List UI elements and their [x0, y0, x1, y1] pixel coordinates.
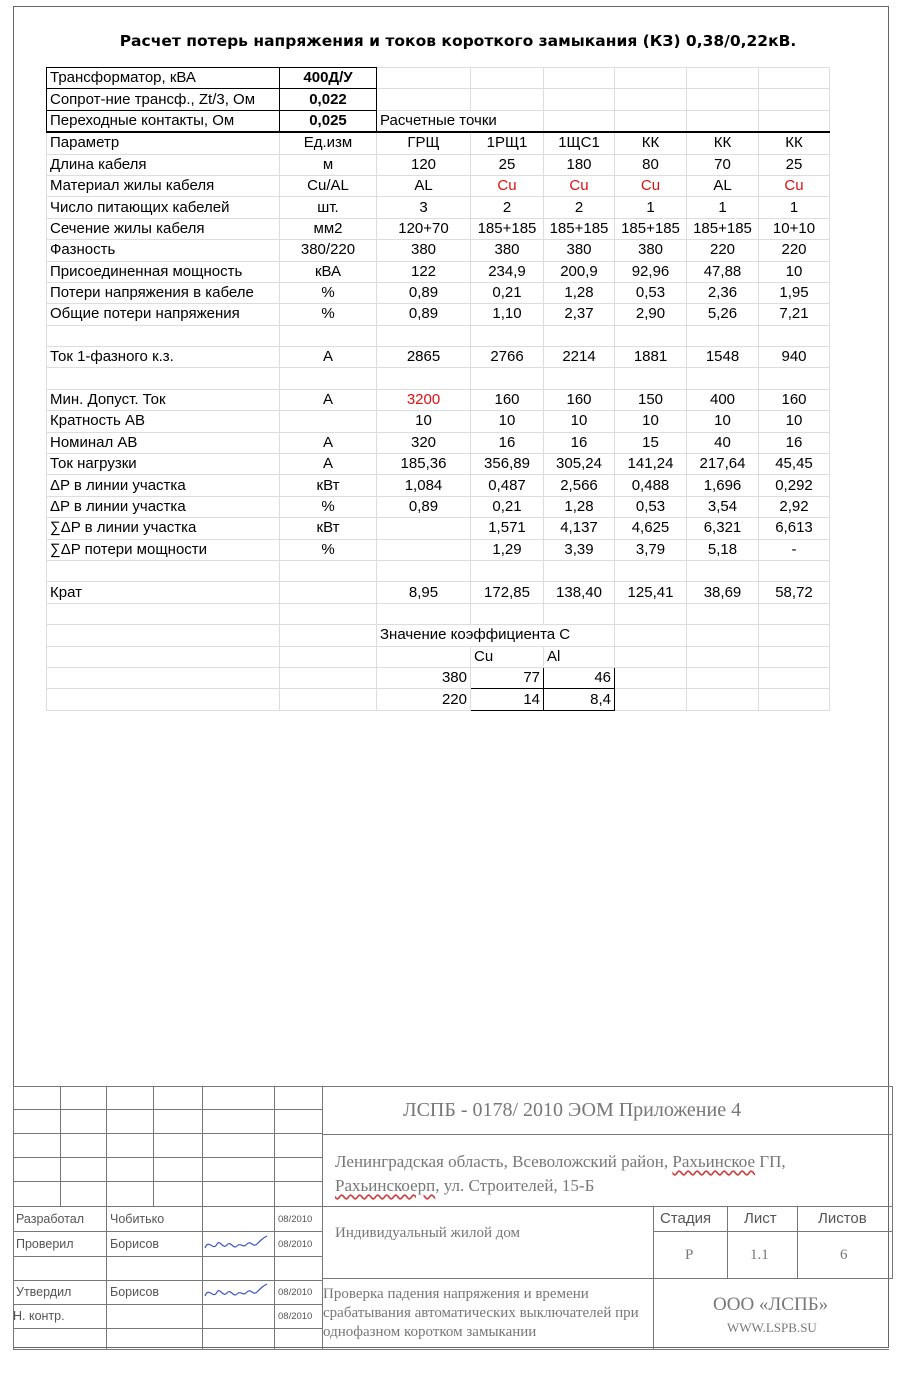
value-cell: 25 — [471, 154, 544, 175]
value-cell: 380 — [471, 240, 544, 261]
signature-checked — [203, 1234, 271, 1254]
coef-cell — [759, 625, 830, 646]
value-cell: 3,39 — [544, 539, 615, 560]
resistance-label: Сопрот-ние трансф., Zt/3, Ом — [47, 89, 280, 110]
param-cell: Сечение жилы кабеля — [47, 218, 280, 239]
value-cell: 138,40 — [544, 582, 615, 603]
value-cell — [377, 560, 471, 581]
value-cell: 2,90 — [615, 304, 687, 325]
coef-cell — [615, 689, 687, 710]
value-cell: кВА — [280, 261, 377, 282]
value-cell: 0,487 — [471, 475, 544, 496]
value-cell: 38,69 — [687, 582, 759, 603]
value-cell: 3 — [377, 197, 471, 218]
name-checked: Борисов — [110, 1237, 160, 1251]
role-norm-control: Н. контр. — [13, 1309, 65, 1323]
value-cell: 0,292 — [759, 475, 830, 496]
param-cell: Число питающих кабелей — [47, 197, 280, 218]
param-cell: ΔP в линии участка — [47, 475, 280, 496]
value-cell: 1 — [687, 197, 759, 218]
value-cell: 5,18 — [687, 539, 759, 560]
name-developed: Чобитько — [110, 1212, 165, 1226]
value-cell: 1 — [615, 197, 687, 218]
value-cell: 356,89 — [471, 454, 544, 475]
value-cell — [544, 603, 615, 624]
title-block — [13, 1086, 893, 1350]
coef-title: Значение коэффициента С — [377, 625, 615, 646]
value-cell — [759, 603, 830, 624]
stage-value: Р — [685, 1247, 694, 1263]
value-cell: Cu — [544, 175, 615, 196]
value-cell — [471, 560, 544, 581]
value-cell: 234,9 — [471, 261, 544, 282]
value-cell: 0,89 — [377, 304, 471, 325]
value-cell: % — [280, 539, 377, 560]
value-cell: 305,24 — [544, 454, 615, 475]
table-header-row — [47, 132, 830, 154]
value-cell: % — [280, 496, 377, 517]
coef-value-cu: 14 — [471, 689, 544, 710]
value-cell — [471, 368, 544, 389]
value-cell: 380 — [377, 240, 471, 261]
value-cell: 45,45 — [759, 454, 830, 475]
param-cell: Присоединенная мощность — [47, 261, 280, 282]
value-cell — [615, 603, 687, 624]
value-cell: % — [280, 282, 377, 303]
param-cell: Номинал АВ — [47, 432, 280, 453]
param-cell: Мин. Допуст. Ток — [47, 389, 280, 410]
coef-cell — [615, 667, 687, 688]
value-cell — [471, 325, 544, 346]
value-cell: 0,53 — [615, 282, 687, 303]
coef-cell — [47, 625, 280, 646]
coef-cell — [280, 625, 377, 646]
value-cell: Cu — [759, 175, 830, 196]
param-cell: Ток нагрузки — [47, 454, 280, 475]
value-cell: 10 — [687, 411, 759, 432]
value-cell: 1,28 — [544, 496, 615, 517]
value-cell: 1881 — [615, 347, 687, 368]
value-cell: 122 — [377, 261, 471, 282]
object-name: Индивидуальный жилой дом — [335, 1225, 521, 1241]
value-cell: 160 — [544, 389, 615, 410]
value-cell: 4,625 — [615, 518, 687, 539]
coef-row — [47, 646, 830, 667]
company-name: ООО «ЛСПБ» — [713, 1294, 829, 1315]
value-cell — [280, 603, 377, 624]
value-cell: 10 — [544, 411, 615, 432]
coef-value-al: 46 — [544, 667, 615, 688]
value-cell: А — [280, 389, 377, 410]
param-cell: Крат — [47, 582, 280, 603]
value-cell: 2865 — [377, 347, 471, 368]
value-cell — [687, 368, 759, 389]
value-cell: 0,488 — [615, 475, 687, 496]
value-cell — [377, 539, 471, 560]
value-cell — [377, 325, 471, 346]
param-cell: Материал жилы кабеля — [47, 175, 280, 196]
value-cell: 160 — [471, 389, 544, 410]
table-row — [47, 603, 830, 624]
coef-cell — [47, 667, 280, 688]
value-cell: 10+10 — [759, 218, 830, 239]
value-cell: 1,696 — [687, 475, 759, 496]
value-cell: 940 — [759, 347, 830, 368]
table-row — [47, 518, 830, 539]
value-cell — [687, 325, 759, 346]
date-norm-control: 08/2010 — [278, 1311, 313, 1322]
table-row — [47, 582, 830, 603]
coef-row — [47, 625, 830, 646]
param-cell: Фазность — [47, 240, 280, 261]
value-cell — [544, 368, 615, 389]
role-checked: Проверил — [16, 1237, 74, 1251]
value-cell: 1,10 — [471, 304, 544, 325]
coef-col-cu: Cu — [471, 646, 544, 667]
value-cell — [615, 368, 687, 389]
value-cell: 25 — [759, 154, 830, 175]
value-cell: 380 — [544, 240, 615, 261]
value-cell — [280, 582, 377, 603]
value-cell: 185,36 — [377, 454, 471, 475]
coef-cell — [615, 625, 687, 646]
role-developed: Разработал — [16, 1212, 85, 1226]
value-cell: 8,95 — [377, 582, 471, 603]
value-cell: 58,72 — [759, 582, 830, 603]
value-cell: 3,54 — [687, 496, 759, 517]
value-cell — [280, 368, 377, 389]
page-title: Расчет потерь напряжения и токов короткого замыкания (КЗ) 0,38/0,22кВ. — [119, 32, 797, 50]
value-cell: А — [280, 347, 377, 368]
coef-cell — [280, 646, 377, 667]
coef-cell — [687, 646, 759, 667]
table-row — [47, 368, 830, 389]
value-cell: 16 — [759, 432, 830, 453]
coef-cell — [759, 667, 830, 688]
value-cell — [544, 325, 615, 346]
coef-voltage: 220 — [377, 689, 471, 710]
value-cell: - — [759, 539, 830, 560]
value-cell — [377, 518, 471, 539]
value-cell: 1,28 — [544, 282, 615, 303]
value-cell: 0,89 — [377, 282, 471, 303]
value-cell: 320 — [377, 432, 471, 453]
value-cell: 1,29 — [471, 539, 544, 560]
value-cell: А — [280, 454, 377, 475]
header-cell: КК — [759, 132, 830, 154]
table-row — [47, 347, 830, 368]
value-cell: 2 — [471, 197, 544, 218]
value-cell: 6,613 — [759, 518, 830, 539]
value-cell: 220 — [687, 240, 759, 261]
value-cell: шт. — [280, 197, 377, 218]
table-row — [47, 197, 830, 218]
table-row — [47, 175, 830, 196]
value-cell: 16 — [471, 432, 544, 453]
value-cell: 92,96 — [615, 261, 687, 282]
value-cell — [377, 368, 471, 389]
transformer-label: Трансформатор, кВА — [47, 68, 280, 89]
value-cell: 3200 — [377, 389, 471, 410]
table-row — [47, 411, 830, 432]
value-cell: 80 — [615, 154, 687, 175]
value-cell: 141,24 — [615, 454, 687, 475]
param-cell — [47, 603, 280, 624]
value-cell: 10 — [377, 411, 471, 432]
table-row — [47, 454, 830, 475]
coef-col-al: Al — [544, 646, 615, 667]
value-cell: кВт — [280, 475, 377, 496]
value-cell: 1,084 — [377, 475, 471, 496]
header-cell: ГРЩ — [377, 132, 471, 154]
signature-approved — [203, 1282, 271, 1302]
value-cell: 10 — [759, 261, 830, 282]
company-website: WWW.LSPB.SU — [727, 1320, 817, 1335]
date-approved: 08/2010 — [278, 1287, 313, 1298]
value-cell — [280, 325, 377, 346]
coef-cell — [687, 689, 759, 710]
value-cell — [280, 560, 377, 581]
value-cell: 1,95 — [759, 282, 830, 303]
value-cell — [615, 560, 687, 581]
value-cell: м — [280, 154, 377, 175]
value-cell: 5,26 — [687, 304, 759, 325]
coef-value-cu: 77 — [471, 667, 544, 688]
value-cell: 380 — [615, 240, 687, 261]
value-cell: 217,64 — [687, 454, 759, 475]
calc-table — [46, 67, 830, 711]
value-cell — [759, 560, 830, 581]
value-cell: 185+185 — [471, 218, 544, 239]
value-cell — [759, 368, 830, 389]
value-cell: 185+185 — [687, 218, 759, 239]
name-approved: Борисов — [110, 1285, 160, 1299]
value-cell: 2,566 — [544, 475, 615, 496]
value-cell — [471, 603, 544, 624]
value-cell: 4,137 — [544, 518, 615, 539]
value-cell: 185+185 — [544, 218, 615, 239]
value-cell: 120 — [377, 154, 471, 175]
value-cell: 0,89 — [377, 496, 471, 517]
header-cell: 1РЩ1 — [471, 132, 544, 154]
value-cell: 40 — [687, 432, 759, 453]
coef-value-al: 8,4 — [544, 689, 615, 710]
coef-row — [47, 689, 830, 710]
value-cell: А — [280, 432, 377, 453]
value-cell: 400 — [687, 389, 759, 410]
value-cell: кВт — [280, 518, 377, 539]
value-cell: 1 — [759, 197, 830, 218]
value-cell: 160 — [759, 389, 830, 410]
role-approved: Утвердил — [16, 1285, 72, 1299]
value-cell: 2766 — [471, 347, 544, 368]
table-row — [47, 240, 830, 261]
table-row — [47, 261, 830, 282]
table-row — [47, 475, 830, 496]
value-cell: 3,79 — [615, 539, 687, 560]
header-cell: КК — [615, 132, 687, 154]
value-cell: 1548 — [687, 347, 759, 368]
table-row — [47, 539, 830, 560]
value-cell: мм2 — [280, 218, 377, 239]
value-cell: 0,21 — [471, 496, 544, 517]
param-cell — [47, 368, 280, 389]
value-cell — [280, 411, 377, 432]
table-row — [47, 560, 830, 581]
value-cell: 2 — [544, 197, 615, 218]
stage-label: Стадия — [660, 1210, 712, 1227]
value-cell: Cu — [615, 175, 687, 196]
table-row — [47, 389, 830, 410]
table-row — [47, 432, 830, 453]
header-cell: Параметр — [47, 132, 280, 154]
value-cell: 180 — [544, 154, 615, 175]
value-cell: Cu — [471, 175, 544, 196]
value-cell: 0,21 — [471, 282, 544, 303]
value-cell: 2,37 — [544, 304, 615, 325]
param-cell: Кратность АВ — [47, 411, 280, 432]
coef-cell — [47, 689, 280, 710]
sheet-value: 1.1 — [750, 1247, 769, 1263]
table-row — [47, 496, 830, 517]
coef-cell — [280, 667, 377, 688]
value-cell: 6,321 — [687, 518, 759, 539]
value-cell — [544, 560, 615, 581]
value-cell: AL — [687, 175, 759, 196]
table-row — [47, 218, 830, 239]
value-cell: 10 — [759, 411, 830, 432]
value-cell: 185+185 — [615, 218, 687, 239]
address: Ленинградская область, Всеволожский район, Рахьинское ГП, Рахьинскоерп, ул. Строителей, 15-Б — [335, 1152, 786, 1195]
value-cell — [615, 325, 687, 346]
value-cell: 200,9 — [544, 261, 615, 282]
param-cell — [47, 560, 280, 581]
param-cell: Длина кабеля — [47, 154, 280, 175]
sheet-label: Лист — [744, 1210, 777, 1227]
calc-points-label: Расчетные точки — [377, 110, 544, 132]
value-cell: Cu/AL — [280, 175, 377, 196]
param-cell — [47, 325, 280, 346]
value-cell: 120+70 — [377, 218, 471, 239]
value-cell: 7,21 — [759, 304, 830, 325]
value-cell: 16 — [544, 432, 615, 453]
value-cell: 10 — [471, 411, 544, 432]
value-cell: % — [280, 304, 377, 325]
value-cell: 15 — [615, 432, 687, 453]
value-cell: 380/220 — [280, 240, 377, 261]
contacts-label: Переходные контакты, Ом — [47, 110, 280, 132]
value-cell: AL — [377, 175, 471, 196]
coef-cell — [759, 646, 830, 667]
doc-code: ЛСПБ - 0178/ 2010 ЭОМ Приложение 4 — [403, 1099, 742, 1121]
coef-row — [47, 667, 830, 688]
coef-cell — [377, 646, 471, 667]
value-cell — [759, 325, 830, 346]
value-cell: 2214 — [544, 347, 615, 368]
value-cell: 47,88 — [687, 261, 759, 282]
date-developed: 08/2010 — [278, 1214, 313, 1225]
value-cell: 2,36 — [687, 282, 759, 303]
coef-cell — [759, 689, 830, 710]
header-cell: 1ЩС1 — [544, 132, 615, 154]
sheets-label: Листов — [818, 1210, 867, 1227]
doc-description: Проверка падения напряжения и времени срабатывания автоматических выключателей при однофазном коротком замыкании — [323, 1286, 639, 1340]
param-cell: ∑ΔP потери мощности — [47, 539, 280, 560]
value-cell: 2,92 — [759, 496, 830, 517]
param-cell: Потери напряжения в кабеле — [47, 282, 280, 303]
resistance-value: 0,022 — [280, 89, 377, 110]
date-checked: 08/2010 — [278, 1239, 313, 1250]
coef-cell — [687, 625, 759, 646]
value-cell: 0,53 — [615, 496, 687, 517]
coef-cell — [280, 689, 377, 710]
header-cell: КК — [687, 132, 759, 154]
param-cell: Общие потери напряжения — [47, 304, 280, 325]
value-cell — [687, 603, 759, 624]
value-cell: 150 — [615, 389, 687, 410]
param-cell: Ток 1-фазного к.з. — [47, 347, 280, 368]
value-cell — [687, 560, 759, 581]
value-cell: 125,41 — [615, 582, 687, 603]
coef-cell — [687, 667, 759, 688]
contacts-value: 0,025 — [280, 110, 377, 132]
value-cell: 10 — [615, 411, 687, 432]
param-cell: ∑ΔP в линии участка — [47, 518, 280, 539]
value-cell: 1,571 — [471, 518, 544, 539]
coef-voltage: 380 — [377, 667, 471, 688]
sheets-value: 6 — [840, 1247, 848, 1263]
transformer-value: 400Д/У — [280, 68, 377, 89]
table-row — [47, 282, 830, 303]
coef-cell — [47, 646, 280, 667]
table-row — [47, 304, 830, 325]
table-row — [47, 325, 830, 346]
table-row — [47, 154, 830, 175]
value-cell: 172,85 — [471, 582, 544, 603]
param-cell: ΔP в линии участка — [47, 496, 280, 517]
value-cell — [377, 603, 471, 624]
coef-cell — [615, 646, 687, 667]
value-cell: 70 — [687, 154, 759, 175]
value-cell: 220 — [759, 240, 830, 261]
header-cell: Ед.изм — [280, 132, 377, 154]
